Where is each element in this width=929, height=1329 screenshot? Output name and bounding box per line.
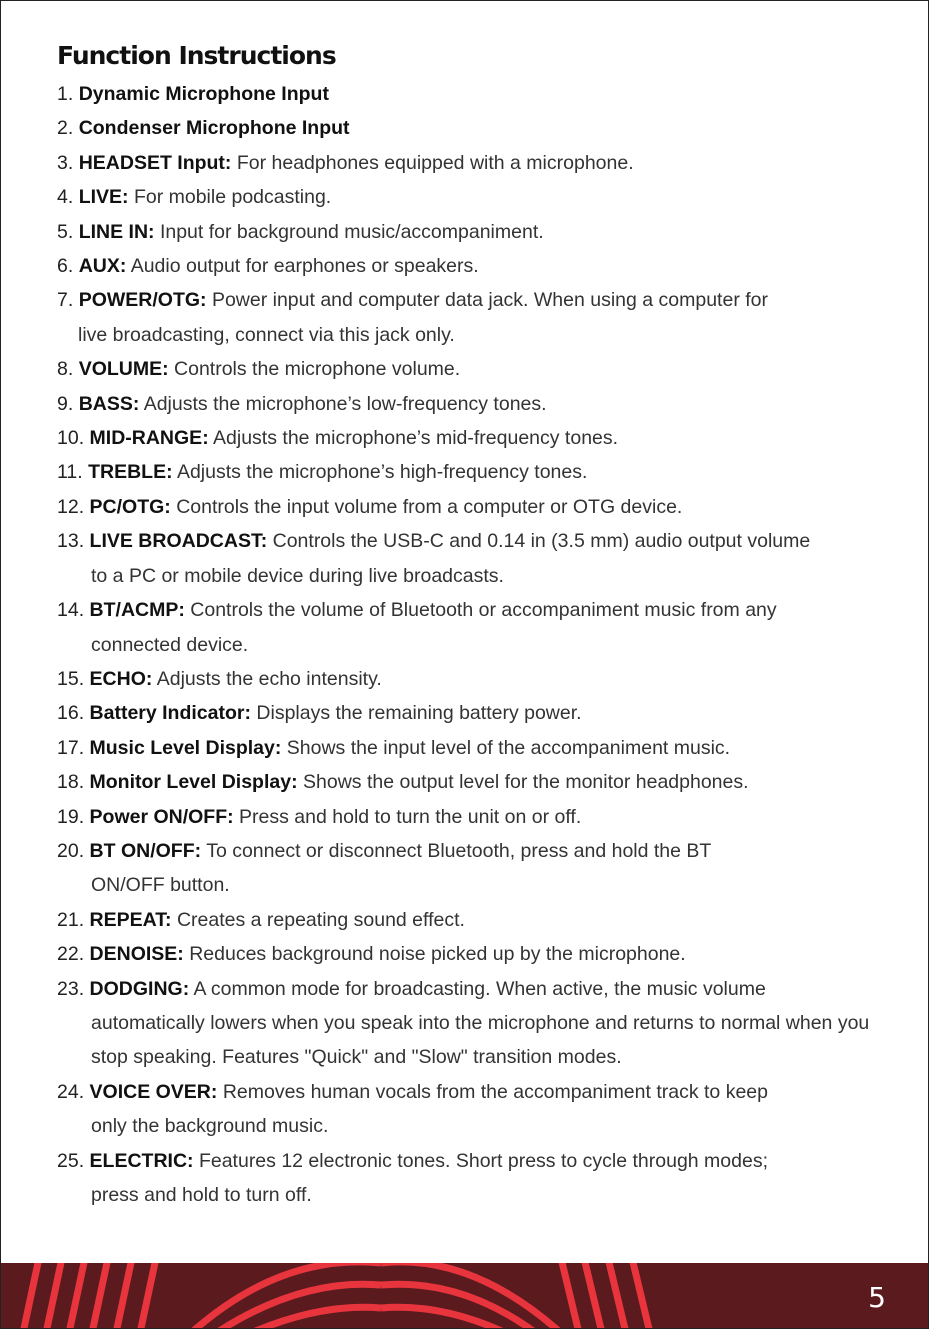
- list-item: [57, 593, 877, 662]
- item-number: 19.: [57, 805, 85, 828]
- item-description: Adjusts the echo intensity.: [156, 667, 382, 690]
- list-item: [57, 77, 877, 111]
- footer-band: [1, 1263, 928, 1328]
- item-label: VOICE OVER:: [89, 1080, 218, 1103]
- item-description: Removes human vocals from the accompaniment track to keep: [222, 1080, 768, 1103]
- item-description: To connect or disconnect Bluetooth, press and hold the BT: [206, 839, 712, 862]
- item-number: 7.: [57, 289, 74, 312]
- item-number: 6.: [57, 255, 74, 278]
- item-label: TREBLE:: [88, 461, 173, 484]
- item-number: 5.: [57, 220, 74, 243]
- item-number: 13.: [57, 530, 85, 553]
- list-item: [57, 490, 877, 524]
- item-number: 4.: [57, 186, 74, 209]
- item-number: 9.: [57, 392, 74, 415]
- item-description: Creates a repeating sound effect.: [176, 908, 465, 931]
- item-number: 8.: [57, 358, 74, 381]
- item-number: 2.: [57, 117, 74, 140]
- item-number: 25.: [57, 1149, 85, 1172]
- list-item: [57, 972, 877, 1075]
- item-label: POWER/OTG:: [78, 289, 207, 312]
- item-number: 14.: [57, 599, 85, 622]
- item-description: For mobile podcasting.: [133, 186, 332, 209]
- list-item: [57, 1075, 877, 1144]
- item-description-continued: press and hold to turn off.: [91, 1184, 312, 1206]
- item-label: DENOISE:: [89, 943, 184, 966]
- item-number: 20.: [57, 839, 85, 862]
- item-label: DODGING:: [89, 977, 190, 1000]
- item-description: Input for background music/accompaniment.: [159, 220, 544, 243]
- list-item: [57, 249, 877, 283]
- list-item: [57, 352, 877, 386]
- item-number: 23.: [57, 977, 85, 1000]
- item-description: Power input and computer data jack. When using a computer for: [211, 289, 768, 312]
- item-description: Controls the volume of Bluetooth or accompaniment music from any: [190, 599, 777, 622]
- item-description: For headphones equipped with a microphone.: [236, 151, 634, 174]
- item-number: 16.: [57, 702, 85, 725]
- item-label: PC/OTG:: [89, 495, 171, 518]
- list-item: [57, 765, 877, 799]
- item-number: 18.: [57, 771, 85, 794]
- item-label: LIVE BROADCAST:: [89, 530, 268, 553]
- item-description: Adjusts the microphone’s low-frequency tones.: [143, 392, 547, 415]
- list-item: [57, 524, 877, 593]
- item-description: Features 12 electronic tones. Short press to cycle through modes;: [198, 1149, 768, 1172]
- item-description: Adjusts the microphone’s high-frequency tones.: [176, 461, 588, 484]
- list-item: [57, 146, 877, 180]
- item-number: 15.: [57, 667, 85, 690]
- list-item: [57, 696, 877, 730]
- page-number: 5: [868, 1281, 886, 1314]
- item-label: Music Level Display:: [89, 736, 282, 759]
- list-item: [57, 834, 877, 903]
- item-label: BT/ACMP:: [89, 599, 185, 622]
- item-label: LINE IN:: [78, 220, 155, 243]
- item-description: Displays the remaining battery power.: [256, 702, 582, 725]
- list-item: [57, 421, 877, 455]
- item-description-continued: to a PC or mobile device during live broadcasts.: [91, 564, 504, 587]
- item-label: BT ON/OFF:: [89, 839, 202, 862]
- page-title: Function Instructions: [57, 41, 336, 70]
- list-item: [57, 937, 877, 971]
- item-description: A common mode for broadcasting. When active, the music volume: [193, 977, 766, 1000]
- item-label: Battery Indicator:: [89, 702, 251, 725]
- list-item: [57, 180, 877, 214]
- item-label: Condenser Microphone Input: [78, 117, 350, 140]
- item-label: Monitor Level Display:: [89, 771, 298, 794]
- item-description: Press and hold to turn the unit on or off.: [239, 805, 582, 828]
- list-item: [57, 215, 877, 249]
- list-item: [57, 731, 877, 765]
- item-label: Power ON/OFF:: [89, 805, 234, 828]
- item-description: Controls the microphone volume.: [174, 358, 461, 381]
- list-item: [57, 1144, 877, 1213]
- item-description-continued: connected device.: [91, 633, 249, 656]
- item-number: 21.: [57, 908, 85, 931]
- item-number: 3.: [57, 151, 74, 174]
- item-label: ELECTRIC:: [89, 1149, 194, 1172]
- footer-decoration-arcs: [1, 1263, 928, 1328]
- item-description: Adjusts the microphone’s mid-frequency tones.: [213, 427, 619, 450]
- item-label: REPEAT:: [89, 908, 172, 931]
- instruction-list: [57, 77, 877, 1212]
- item-number: 17.: [57, 736, 85, 759]
- item-description: Audio output for earphones or speakers.: [130, 255, 479, 278]
- list-item: [57, 662, 877, 696]
- item-description: Shows the input level of the accompaniment music.: [286, 736, 731, 759]
- list-item: [57, 800, 877, 834]
- list-item: [57, 903, 877, 937]
- list-item: [57, 283, 877, 352]
- item-number: 24.: [57, 1080, 85, 1103]
- item-label: AUX:: [78, 255, 127, 278]
- item-label: ECHO:: [89, 667, 153, 690]
- item-label: VOLUME:: [78, 358, 169, 381]
- item-description: Shows the output level for the monitor headphones.: [303, 771, 749, 794]
- item-description: Controls the USB-C and 0.14 in (3.5 mm) audio output volume: [272, 530, 811, 553]
- item-label: LIVE:: [78, 186, 129, 209]
- item-description-continued: automatically lowers when you speak into the microphone and returns to normal when you stop speaking. Features "Quick" and "Slow" transition modes.: [91, 1011, 870, 1069]
- item-description-continued: only the background music.: [91, 1115, 329, 1138]
- item-description: Reduces background noise picked up by the microphone.: [189, 943, 686, 966]
- item-number: 12.: [57, 495, 85, 518]
- item-description-continued: live broadcasting, connect via this jack only.: [78, 323, 455, 346]
- item-description: Controls the input volume from a computer or OTG device.: [176, 495, 683, 518]
- item-label: BASS:: [78, 392, 140, 415]
- item-number: 11.: [57, 461, 83, 484]
- item-description-continued: ON/OFF button.: [91, 874, 230, 897]
- item-number: 10.: [57, 427, 85, 450]
- item-number: 1.: [57, 83, 74, 105]
- item-label: MID-RANGE:: [89, 427, 209, 450]
- list-item: [57, 455, 877, 489]
- item-number: 22.: [57, 943, 85, 966]
- list-item: [57, 387, 877, 421]
- list-item: [57, 111, 877, 145]
- item-label: Dynamic Microphone Input: [78, 83, 329, 105]
- item-label: HEADSET Input:: [78, 151, 232, 174]
